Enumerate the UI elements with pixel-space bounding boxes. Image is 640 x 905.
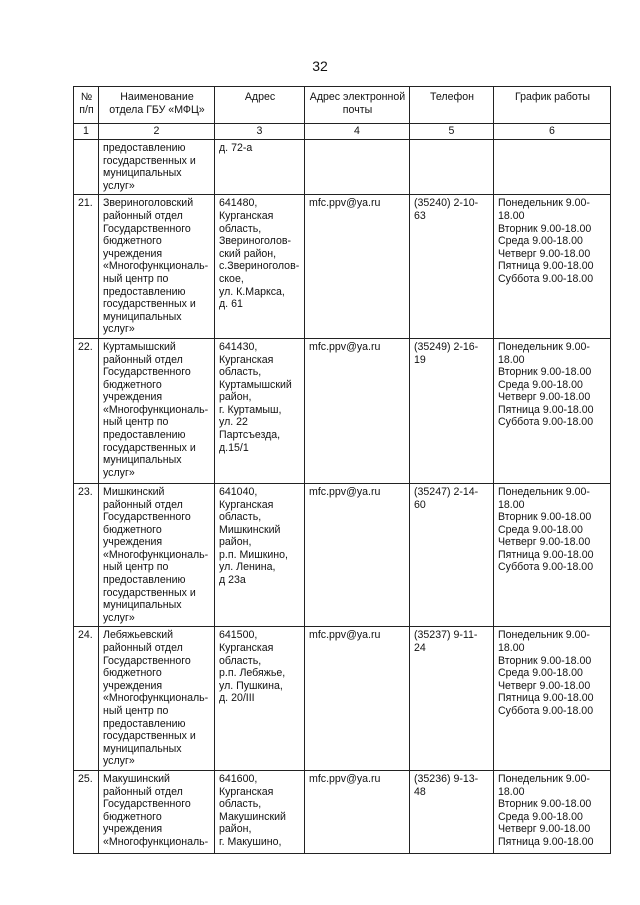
column-number: 6: [494, 124, 611, 140]
header-schedule: График работы: [494, 87, 611, 124]
cell-name: Лебяжьевский районный отдел Государственного бюджетного учреждения «Многофункциональ- ный центр по предоставлению государственных и муниципальных услуг»: [99, 627, 215, 771]
table-row-continuation: [74, 140, 611, 195]
cell-num: 24.: [74, 627, 99, 771]
cell-name: Мишкинский районный отдел Государственного бюджетного учреждения «Многофункциональ- ный центр по предоставлению государственных и муниципальных услуг»: [99, 483, 215, 627]
cell-address: 641040, Курганская область, Мишкинский район, р.п. Мишкино, ул. Ленина, д 23а: [215, 483, 305, 627]
cell-phone: (35249) 2-16- 19: [410, 338, 494, 483]
table-row: [74, 338, 611, 483]
column-number: 4: [305, 124, 410, 140]
cell-email: [305, 140, 410, 195]
header-phone: Телефон: [410, 87, 494, 124]
cell-name: предоставлению государственных и муниципальных услуг»: [99, 140, 215, 195]
cell-email: mfc.ppv@ya.ru: [305, 483, 410, 627]
table-row: [74, 770, 611, 853]
cell-schedule: Понедельник 9.00- 18.00 Вторник 9.00-18.00 Среда 9.00-18.00 Четверг 9.00-18.00 Пятница 9.00-18.00 Суббота 9.00-18.00: [494, 338, 611, 483]
header-email: Адрес электронной почты: [305, 87, 410, 124]
cell-schedule: Понедельник 9.00- 18.00 Вторник 9.00-18.00 Среда 9.00-18.00 Четверг 9.00-18.00 Пятница 9.00-18.00: [494, 770, 611, 853]
table-row: [74, 483, 611, 627]
column-number: 5: [410, 124, 494, 140]
table-row: [74, 627, 611, 771]
cell-name: Звериноголовский районный отдел Государственного бюджетного учреждения «Многофункциональ- ный центр по предоставлению государственных и муниципальных услуг»: [99, 195, 215, 339]
cell-address: 641430, Курганская область, Куртамышский район, г. Куртамыш, ул. 22 Партсъезда, д.15/1: [215, 338, 305, 483]
cell-schedule: [494, 140, 611, 195]
cell-name: Макушинский районный отдел Государственного бюджетного учреждения «Многофункциональ-: [99, 770, 215, 853]
cell-schedule: Понедельник 9.00- 18.00 Вторник 9.00-18.00 Среда 9.00-18.00 Четверг 9.00-18.00 Пятница 9.00-18.00 Суббота 9.00-18.00: [494, 627, 611, 771]
header-num: № п/п: [74, 87, 99, 124]
cell-address: д. 72-а: [215, 140, 305, 195]
header-address: Адрес: [215, 87, 305, 124]
cell-phone: (35236) 9-13- 48: [410, 770, 494, 853]
cell-phone: (35237) 9-11- 24: [410, 627, 494, 771]
cell-num: 21.: [74, 195, 99, 339]
cell-email: mfc.ppv@ya.ru: [305, 770, 410, 853]
column-number: 3: [215, 124, 305, 140]
cell-email: mfc.ppv@ya.ru: [305, 195, 410, 339]
cell-schedule: Понедельник 9.00- 18.00 Вторник 9.00-18.00 Среда 9.00-18.00 Четверг 9.00-18.00 Пятница 9.00-18.00 Суббота 9.00-18.00: [494, 195, 611, 339]
cell-email: mfc.ppv@ya.ru: [305, 627, 410, 771]
cell-phone: [410, 140, 494, 195]
header-name: Наименование отдела ГБУ «МФЦ»: [99, 87, 215, 124]
cell-schedule: Понедельник 9.00- 18.00 Вторник 9.00-18.00 Среда 9.00-18.00 Четверг 9.00-18.00 Пятница 9.00-18.00 Суббота 9.00-18.00: [494, 483, 611, 627]
cell-num: 22.: [74, 338, 99, 483]
table-row: [74, 195, 611, 339]
cell-address: 641500, Курганская область, р.п. Лебяжье, ул. Пушкина, д. 20/III: [215, 627, 305, 771]
cell-num: [74, 140, 99, 195]
cell-name: Куртамышский районный отдел Государственного бюджетного учреждения «Многофункциональ- ный центр по предоставлению государственных и муниципальных услуг»: [99, 338, 215, 483]
mfc-offices-table: [73, 86, 611, 854]
column-number-row: [74, 124, 611, 140]
cell-address: 641480, Курганская область, Звериноголов- ский район, с.Звериноголов- ское, ул. К.Маркса, д. 61: [215, 195, 305, 339]
cell-phone: (35247) 2-14- 60: [410, 483, 494, 627]
cell-phone: (35240) 2-10- 63: [410, 195, 494, 339]
cell-address: 641600, Курганская область, Макушинский район, г. Макушино,: [215, 770, 305, 853]
column-number: 1: [74, 124, 99, 140]
page-number: 32: [312, 58, 328, 74]
cell-num: 23.: [74, 483, 99, 627]
cell-email: mfc.ppv@ya.ru: [305, 338, 410, 483]
table-header-row: [74, 87, 611, 124]
column-number: 2: [99, 124, 215, 140]
cell-num: 25.: [74, 770, 99, 853]
